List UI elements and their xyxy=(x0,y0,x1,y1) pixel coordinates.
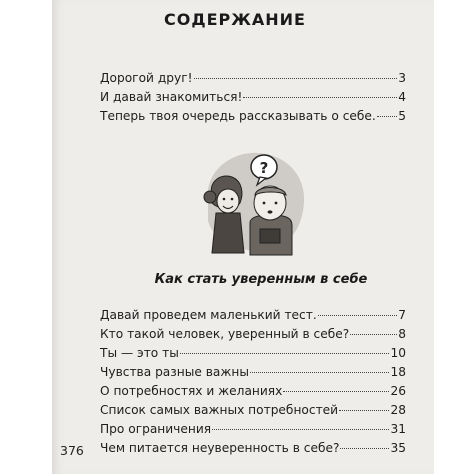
toc-entry xyxy=(100,88,406,107)
toc-entry xyxy=(100,344,406,363)
dot-leader xyxy=(377,115,397,117)
toc-entry-page: 7 xyxy=(398,308,406,322)
toc-entry-page: 3 xyxy=(398,71,406,85)
toc-entry-title: Ты — это ты xyxy=(100,346,179,360)
toc-entry-title: Про ограничения xyxy=(100,422,212,436)
dot-leader xyxy=(318,314,397,316)
toc-entry xyxy=(100,363,406,382)
toc-entry-page: 28 xyxy=(390,403,406,417)
section-heading: Как стать уверенным в себе xyxy=(154,272,368,287)
toc-entry-title: И давай знакомиться! xyxy=(100,90,243,104)
toc-entry-page: 10 xyxy=(390,346,406,360)
dot-leader xyxy=(340,447,389,449)
toc-entry xyxy=(100,306,406,325)
toc-entry-title: Список самых важных потребностей xyxy=(100,403,339,417)
toc-entry-page: 18 xyxy=(390,365,406,379)
toc-entry-title: Чем питается неуверенность в себе? xyxy=(100,441,340,455)
dot-leader xyxy=(350,333,397,335)
toc-entry-title: Теперь твоя очередь рассказывать о себе. xyxy=(100,109,376,123)
toc-entry-page: 5 xyxy=(398,109,406,123)
toc-entry-page: 26 xyxy=(390,384,406,398)
toc-entry-page: 8 xyxy=(398,327,406,341)
page-title: СОДЕРЖАНИЕ xyxy=(164,10,306,29)
toc-entry-page: 31 xyxy=(390,422,406,436)
page-number: 376 xyxy=(60,443,84,458)
toc-entry xyxy=(100,325,406,344)
toc-entry-title: Чувства разные важны xyxy=(100,365,249,379)
toc-entry xyxy=(100,439,406,458)
children-illustration xyxy=(200,143,310,259)
toc-entry xyxy=(100,420,406,439)
dot-leader xyxy=(250,371,390,373)
dot-leader xyxy=(180,352,390,354)
toc-entry-title: Дорогой друг! xyxy=(100,71,193,85)
question-mark: ? xyxy=(259,159,269,177)
toc-entry xyxy=(100,107,406,126)
toc-intro-list xyxy=(100,69,406,126)
toc-entry-title: О потребностях и желаниях xyxy=(100,384,283,398)
toc-entry-page: 35 xyxy=(390,441,406,455)
dot-leader xyxy=(212,428,389,430)
toc-entry-page: 4 xyxy=(398,90,406,104)
dot-leader xyxy=(243,96,397,98)
toc-entry xyxy=(100,382,406,401)
toc-entry xyxy=(100,401,406,420)
toc-section-list xyxy=(100,306,406,458)
dot-leader xyxy=(283,390,389,392)
toc-entry-title: Давай проведем маленький тест. xyxy=(100,308,317,322)
toc-entry-title: Кто такой человек, уверенный в себе? xyxy=(100,327,350,341)
dot-leader xyxy=(339,409,389,411)
toc-entry xyxy=(100,69,406,88)
dot-leader xyxy=(194,77,398,79)
